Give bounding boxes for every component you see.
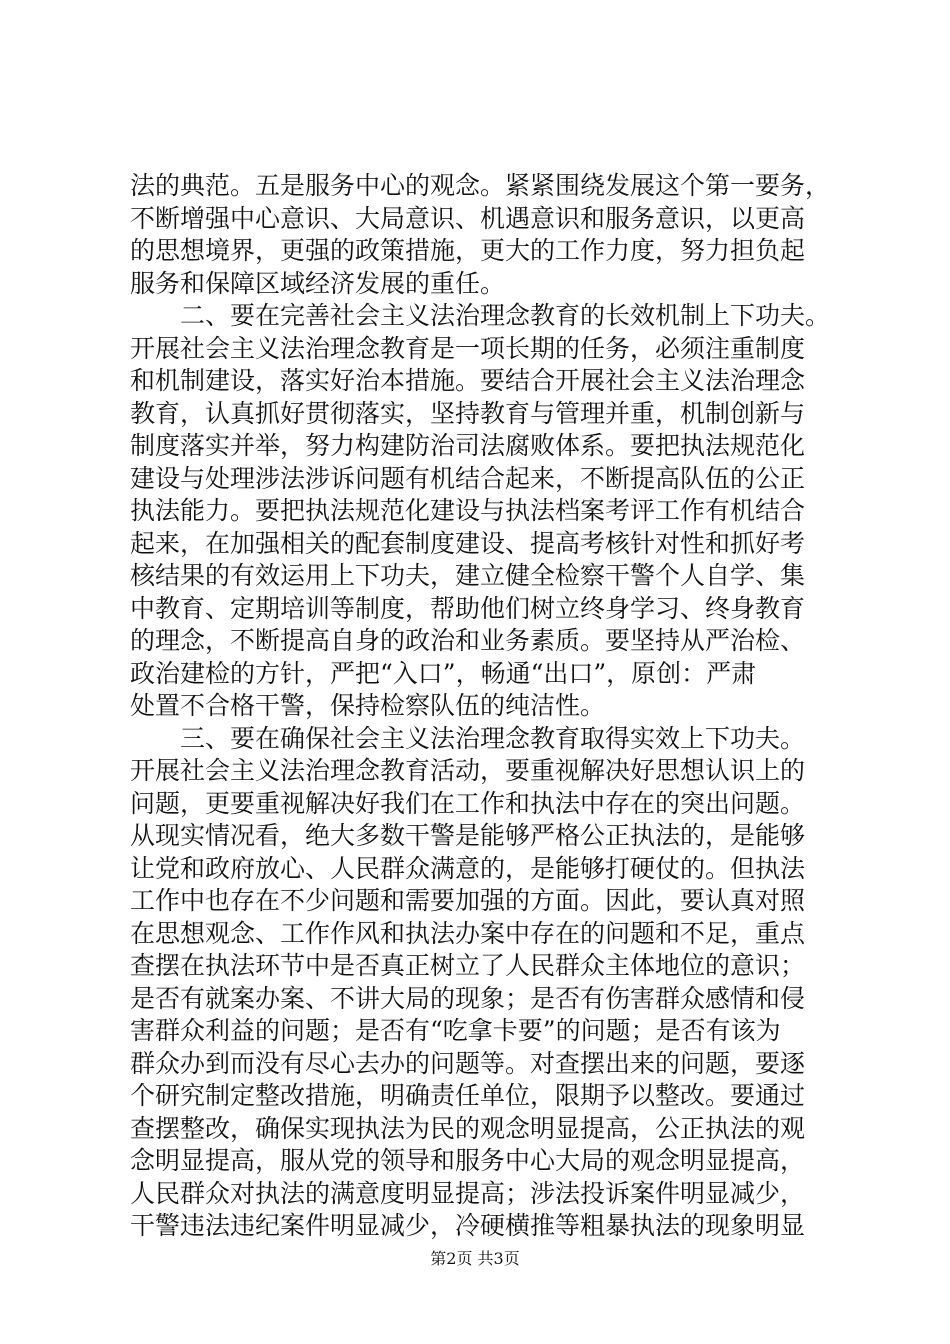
text-line: 的思想境界，更强的政策措施，更大的工作力度，努力担负起 bbox=[130, 236, 806, 265]
text-line: 和机制建设，落实好治本措施。要结合开展社会主义法治理念 bbox=[130, 366, 806, 395]
text-line: 起来，在加强相关的配套制度建设、提高考核针对性和抓好考 bbox=[130, 528, 806, 558]
document-body bbox=[130, 170, 830, 1243]
text-line: 的理念，不断提高自身的政治和业务素质。要坚持从严治检、 bbox=[130, 626, 806, 655]
text-line: 开展社会主义法治理念教育是一项长期的任务，必须注重制度 bbox=[130, 333, 806, 363]
text-line: 法的典范。五是服务中心的观念。紧紧围绕发展这个第一要务， bbox=[130, 171, 831, 200]
text-line: 制度落实并举，努力构建防治司法腐败体系。要把执法规范化 bbox=[130, 431, 806, 460]
text-line: 是否有就案办案、不讲大局的现象；是否有伤害群众感情和侵 bbox=[130, 983, 806, 1013]
text-line: 教育，认真抓好贯彻落实，坚持教育与管理并重，机制创新与 bbox=[130, 398, 806, 428]
text-line: 个研究制定整改措施，明确责任单位，限期予以整改。要通过 bbox=[130, 1081, 806, 1110]
text-line: 问题，更要重视解决好我们在工作和执法中存在的突出问题。 bbox=[130, 788, 806, 818]
text-line: 人民群众对执法的满意度明显提高；涉法投诉案件明显减少， bbox=[130, 1178, 806, 1208]
text-line: 查摆整改，确保实现执法为民的观念明显提高，公正执法的观 bbox=[130, 1113, 806, 1143]
text-line: 让党和政府放心、人民群众满意的，是能够打硬仗的。但执法 bbox=[130, 853, 806, 883]
text-line: 干警违法违纪案件明显减少，冷硬横推等粗暴执法的现象明显 bbox=[130, 1211, 806, 1240]
text-line: 政治建检的方针，严把“入口”，畅通“出口”，原创：严肃 bbox=[130, 658, 757, 688]
text-line: 开展社会主义法治理念教育活动，要重视解决好思想认识上的 bbox=[130, 756, 806, 785]
text-line: 查摆在执法环节中是否真正树立了人民群众主体地位的意识； bbox=[130, 951, 806, 980]
text-line: 核结果的有效运用上下功夫，建立健全检察干警个人自学、集 bbox=[130, 561, 806, 590]
text-line: 三、要在确保社会主义法治理念教育取得实效上下功夫。 bbox=[130, 723, 806, 753]
text-line: 从现实情况看，绝大多数干警是能够严格公正执法的，是能够 bbox=[130, 821, 806, 850]
page-footer: 第2页 共3页 bbox=[430, 1249, 520, 1268]
text-line: 不断增强中心意识、大局意识、机遇意识和服务意识，以更高 bbox=[130, 203, 806, 233]
text-line: 服务和保障区域经济发展的重任。 bbox=[130, 268, 506, 298]
text-line: 在思想观念、工作作风和执法办案中存在的问题和不足，重点 bbox=[130, 918, 806, 948]
text-line: 处置不合格干警，保持检察队伍的纯洁性。 bbox=[130, 691, 606, 720]
text-line: 建设与处理涉法涉诉问题有机结合起来，不断提高队伍的公正 bbox=[130, 463, 806, 493]
text-line: 中教育、定期培训等制度，帮助他们树立终身学习、终身教育 bbox=[130, 593, 806, 623]
text-line: 二、要在完善社会主义法治理念教育的长效机制上下功夫。 bbox=[130, 301, 831, 330]
text-line: 念明显提高，服从党的领导和服务中心大局的观念明显提高， bbox=[130, 1146, 806, 1175]
text-line: 群众办到而没有尽心去办的问题等。对查摆出来的问题，要逐 bbox=[130, 1048, 806, 1078]
text-line: 执法能力。要把执法规范化建设与执法档案考评工作有机结合 bbox=[130, 496, 806, 525]
text-line: 工作中也存在不少问题和需要加强的方面。因此，要认真对照 bbox=[130, 886, 806, 915]
text-line: 害群众利益的问题；是否有“吃拿卡要”的问题；是否有该为 bbox=[130, 1016, 781, 1045]
